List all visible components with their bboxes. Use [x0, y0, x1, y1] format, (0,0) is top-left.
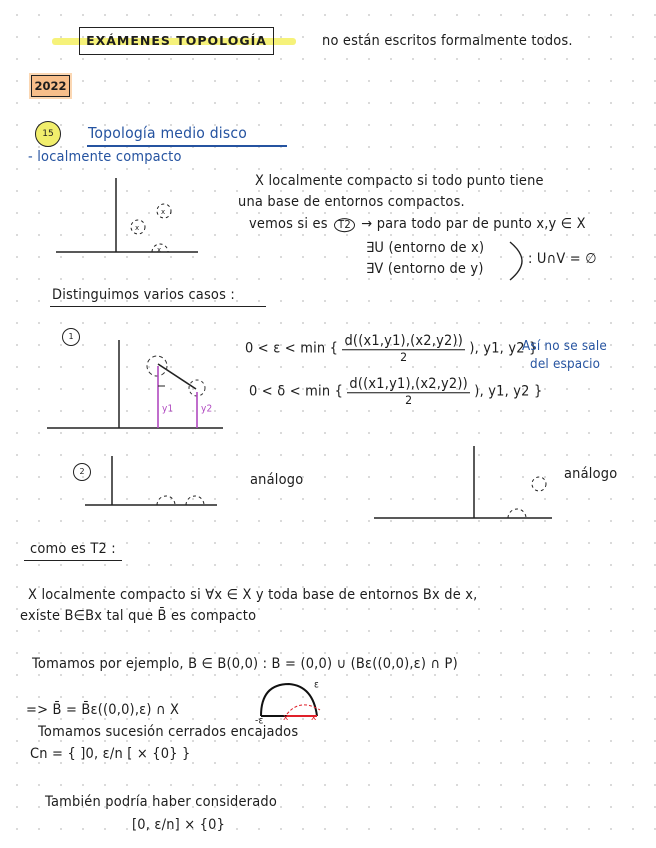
side-note-line-2: del espacio [530, 356, 601, 372]
page-title: EXÁMENES TOPOLOGÍA [79, 27, 274, 55]
label-y2: y2 [201, 404, 213, 415]
eps-suffix: ), y1, y2 } [469, 340, 538, 357]
definition-line-3 [249, 216, 586, 232]
side-note-line-1: Así no se sale [522, 338, 607, 354]
year-badge: 2022 [31, 75, 70, 97]
alternative-intro: También podría haber considerado [45, 794, 277, 811]
closure-line: => B̄ = B̄ε((0,0),ε) ∩ X [26, 702, 180, 719]
cases-heading: Distinguimos varios casos : [52, 287, 235, 304]
sequence-definition: Cn = { ]0, ε/n [ × {0} } [30, 746, 191, 763]
t2-line-1: X localmente compacto si ∀x ∈ X y toda base de entornos Bx de x, [28, 587, 478, 604]
case-2-right-label: análogo [564, 466, 618, 483]
header-note: no están escritos formalmente todos. [322, 33, 573, 50]
t2-heading-underline [24, 560, 122, 561]
problem-number-badge: 15 [35, 121, 61, 147]
t2-heading: como es T2 : [30, 541, 116, 558]
cases-heading-underline [50, 306, 266, 307]
disjoint-condition: : U∩V = ∅ [528, 251, 597, 268]
problem-subtitle: - localmente compacto [28, 149, 182, 166]
definition-line-1: X localmente compacto si todo punto tiene [255, 173, 544, 190]
t2-line-2: existe B∈Bx tal que B̄ es compacto [20, 608, 257, 625]
eps-fraction [342, 333, 465, 364]
half-plane-diagram [50, 178, 200, 258]
delta-denominator: 2 [405, 393, 413, 408]
case-2-badge: 2 [73, 463, 91, 481]
case-2-right-diagram [374, 444, 554, 522]
svg-text:x: x [283, 713, 289, 723]
t2-badge: T2 [334, 218, 355, 232]
svg-text:x: x [311, 713, 317, 723]
exists-u: ∃U (entorno de x) [366, 240, 485, 257]
eps-prefix: 0 < ε < min { [245, 340, 339, 357]
svg-text:x: x [135, 224, 140, 232]
t2-prefix: vemos si es [249, 216, 328, 233]
exists-v: ∃V (entorno de y) [366, 261, 484, 278]
eps-numerator: d((x1,y1),(x2,y2)) [344, 333, 464, 350]
svg-text:x: x [161, 208, 166, 216]
definition-line-2: una base de entornos compactos. [238, 194, 465, 211]
delta-prefix: 0 < δ < min { [249, 383, 344, 400]
eps-denominator: 2 [400, 350, 408, 365]
case-1-badge: 1 [62, 328, 80, 346]
t2-suffix: → para todo par de punto x,y ∈ X [361, 216, 586, 233]
delta-numerator: d((x1,y1),(x2,y2)) [349, 376, 468, 393]
epsilon-label: ε [314, 680, 320, 691]
delta-suffix: ), y1, y2 } [474, 383, 543, 400]
case-2-diagram [85, 454, 220, 509]
alternative-set: [0, ε/n] × {0} [132, 817, 226, 834]
delta-fraction [347, 376, 470, 407]
delta-condition [249, 376, 542, 407]
example-line: Tomamos por ejemplo, B ∈ B(0,0) : B = (0,0) ∪ (Bε((0,0),ε) ∩ P) [32, 656, 458, 673]
label-y1: y1 [162, 404, 174, 415]
neg-epsilon-label: -ε [255, 716, 264, 727]
right-brace-icon [508, 240, 528, 282]
title-underline [87, 145, 287, 147]
case-2-label: análogo [250, 472, 304, 489]
problem-title: Topología medio disco [88, 125, 248, 143]
case-1-diagram [45, 336, 225, 431]
sequence-intro: Tomamos sucesión cerrados encajados [38, 724, 299, 741]
epsilon-condition [245, 333, 538, 364]
svg-text:x: x [157, 246, 162, 254]
